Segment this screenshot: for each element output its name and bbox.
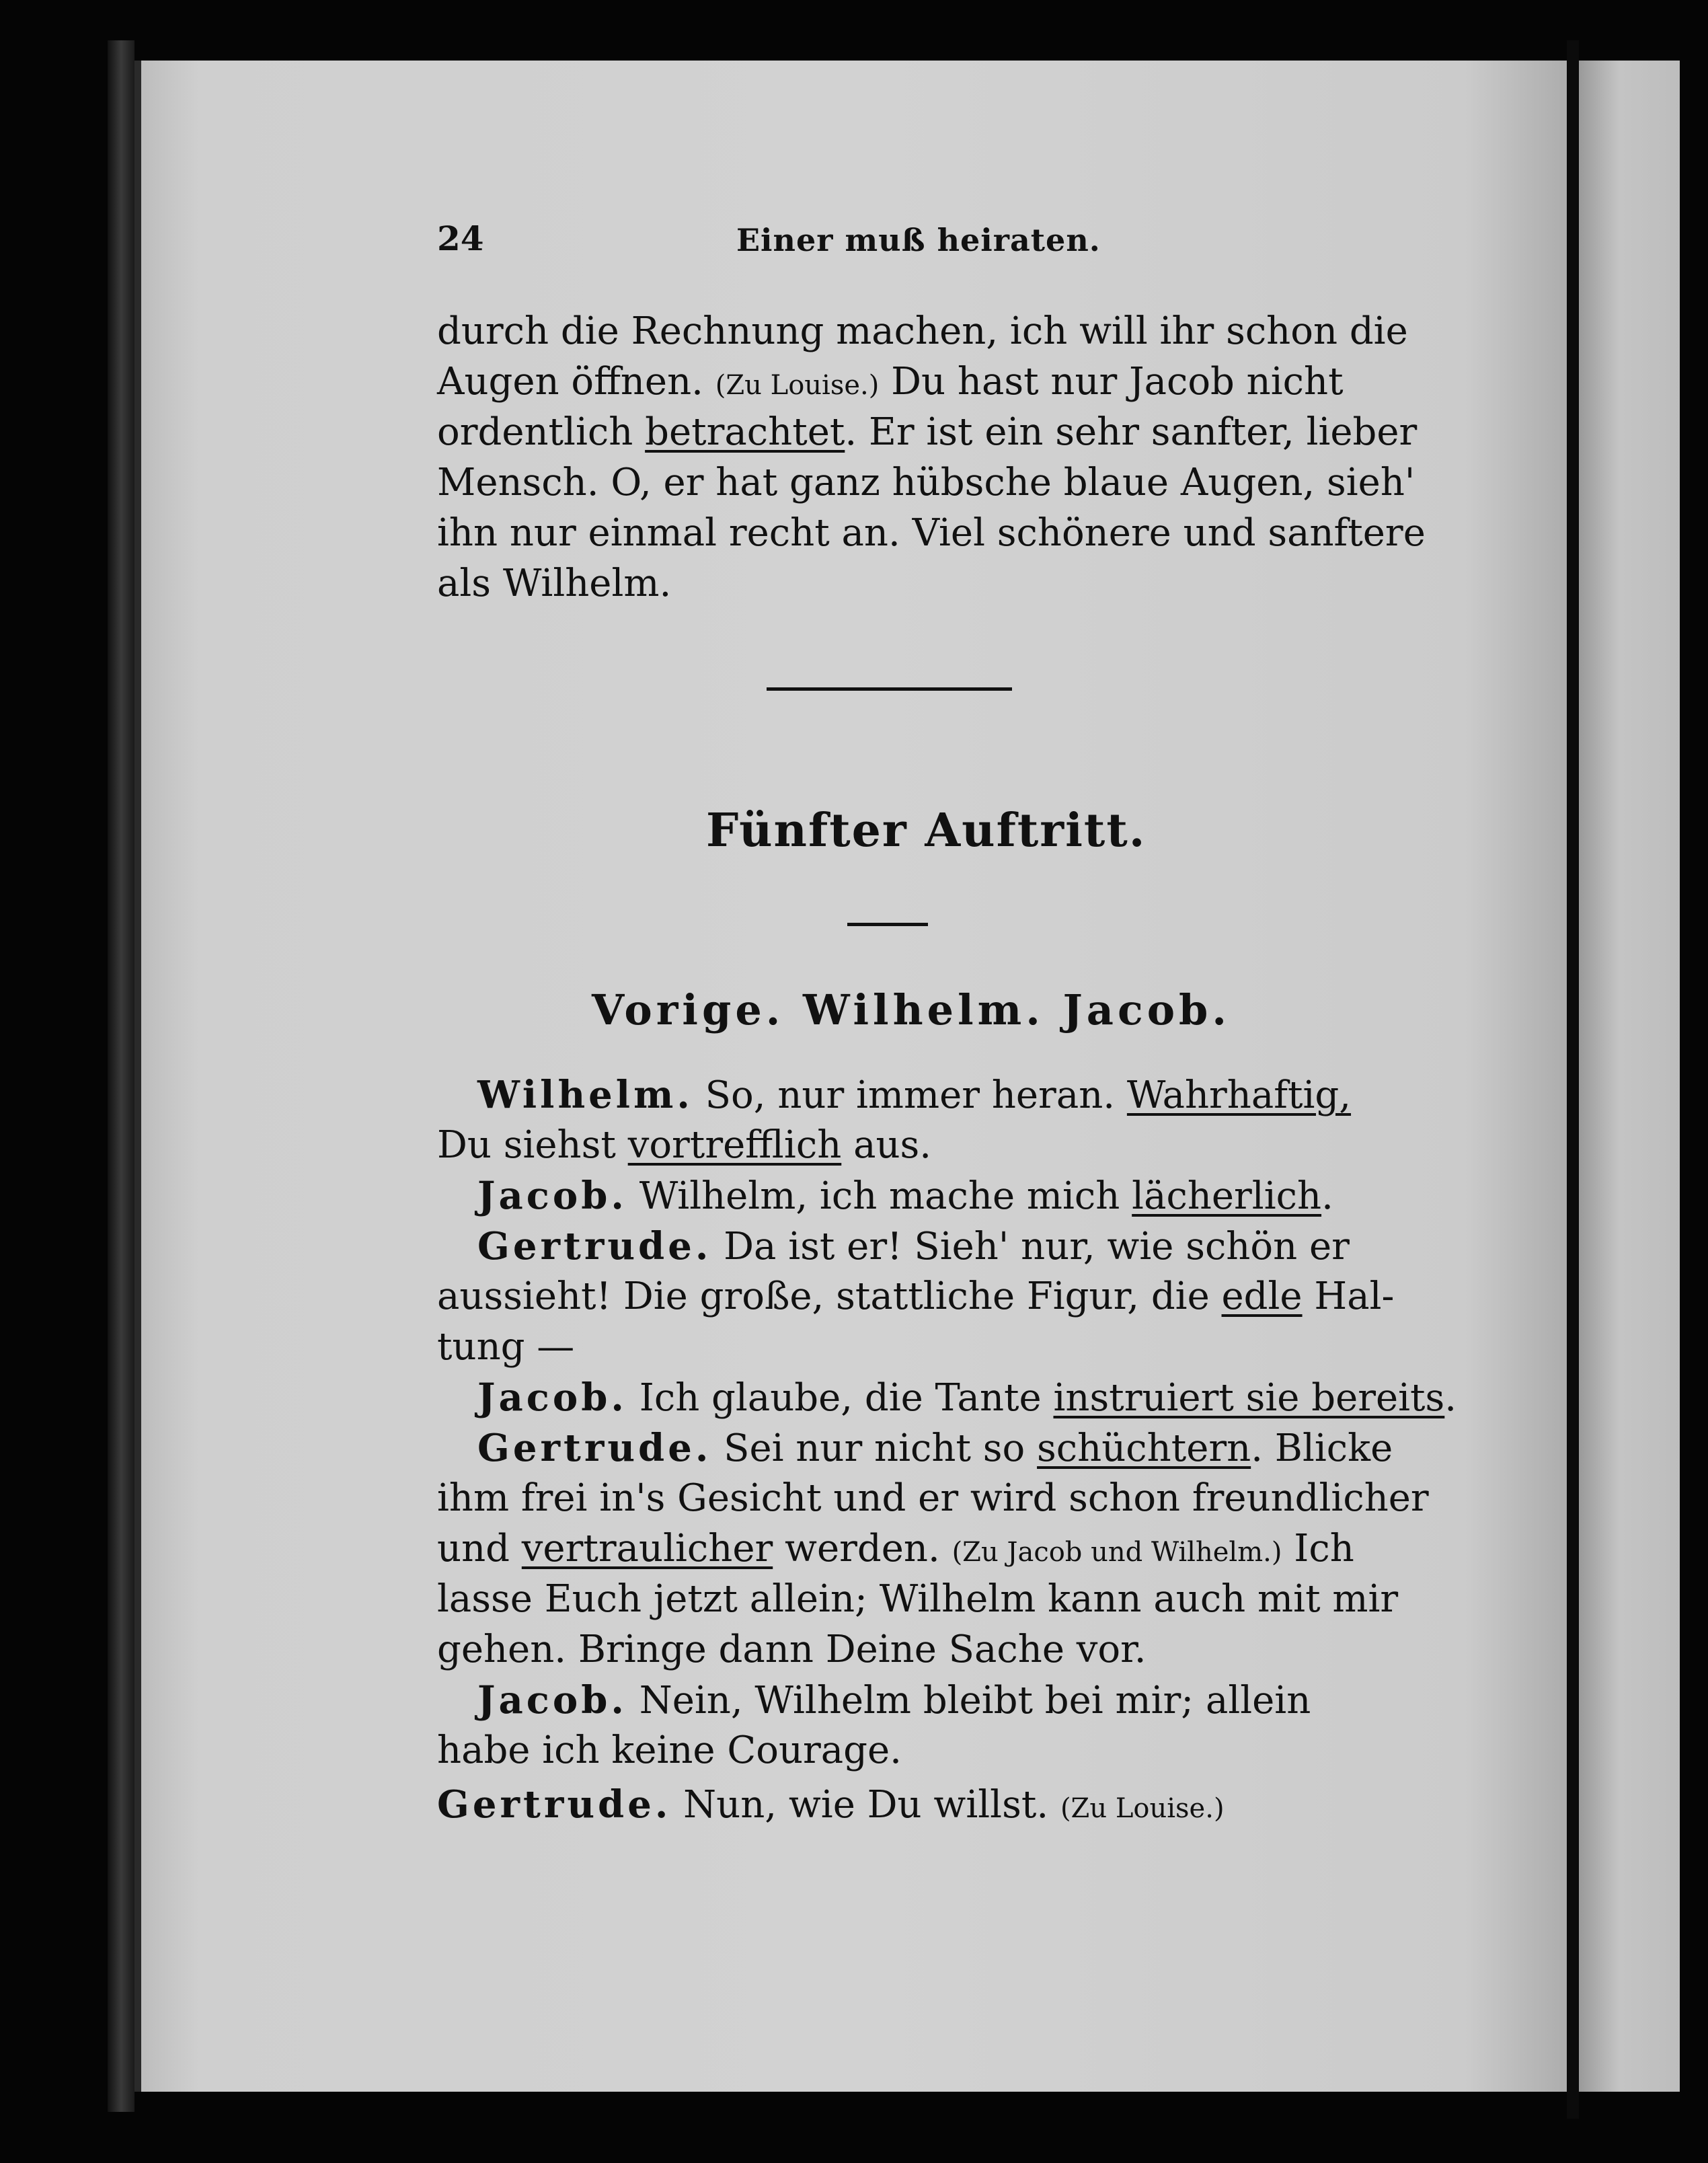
text-line: ihn nur einmal recht an. Viel schönere und sanftere (437, 511, 1426, 555)
dialogue-line: Gertrude. Nun, wie Du willst. (Zu Louise.) (437, 1782, 1225, 1827)
underlined-word: Wahrhaftig, (1126, 1073, 1352, 1117)
speaker-name: Jacob. (477, 1678, 627, 1722)
scene-title: Fünfter Auftritt. (706, 804, 1147, 858)
dialogue-line: Gertrude. Da ist er! Sieh' nur, wie schön er (477, 1224, 1350, 1268)
dialogue-line: habe ich keine Courage. (437, 1729, 902, 1772)
underlined-phrase: instruiert sie bereits (1053, 1376, 1445, 1420)
text-line: ordentlich betrachtet. Er ist ein sehr sanfter, lieber (437, 410, 1418, 454)
dialogue-line: Du siehst vortrefflich aus. (437, 1123, 932, 1167)
dialogue-line: aussieht! Die große, stattliche Figur, die edle Hal- (437, 1275, 1395, 1318)
speaker-name: Gertrude. (437, 1782, 672, 1827)
section-divider (767, 687, 1012, 691)
dialogue-line: Gertrude. Sei nur nicht so schüchtern. Blicke (477, 1426, 1393, 1470)
speaker-name: Gertrude. (477, 1224, 712, 1268)
dialogue-line: ihm frei in's Gesicht und er wird schon freundlicher (437, 1476, 1429, 1520)
speaker-name: Jacob. (477, 1174, 627, 1218)
dialogue-line: Wilhelm. So, nur immer heran. Wahrhaftig, (477, 1073, 1352, 1117)
stage-direction: (Zu Louise.) (1060, 1793, 1225, 1824)
text-line: durch die Rechnung machen, ich will ihr schon die (437, 309, 1408, 353)
facing-page-edge (1579, 61, 1680, 2092)
dialogue-line: gehen. Bringe dann Deine Sache vor. (437, 1628, 1147, 1671)
underlined-word: edle (1221, 1275, 1303, 1318)
stage-direction: (Zu Louise.) (715, 370, 880, 401)
speaker-name: Jacob. (477, 1375, 627, 1420)
dialogue-line: Jacob. Ich glaube, die Tante instruiert sie bereits. (477, 1375, 1457, 1420)
underlined-word: vortrefflich (627, 1123, 842, 1167)
speaker-name: Gertrude. (477, 1426, 712, 1470)
speaker-name: Wilhelm. (477, 1073, 693, 1117)
page-number: 24 (437, 219, 484, 258)
book-gutter (1567, 40, 1579, 2119)
underlined-word: betrachtet (645, 410, 845, 454)
dialogue-line: tung — (437, 1325, 575, 1369)
text-line: als Wilhelm. (437, 562, 672, 605)
text-line: Mensch. O, er hat ganz hübsche blaue Augen, sieh' (437, 461, 1415, 504)
title-divider (847, 923, 928, 926)
book-edge (108, 40, 134, 2112)
dialogue-line: Jacob. Nein, Wilhelm bleibt bei mir; allein (477, 1678, 1311, 1722)
underlined-word: schüchtern (1037, 1427, 1251, 1470)
underlined-word: lächerlich (1132, 1174, 1322, 1218)
running-title: Einer muß heiraten. (736, 222, 1101, 258)
text-line: Augen öffnen. (Zu Louise.) Du hast nur Jacob nicht (437, 360, 1344, 404)
cast-list: Vorige. Wilhelm. Jacob. (592, 985, 1231, 1034)
dialogue-line: und vertraulicher werden. (Zu Jacob und Wilhelm.) Ich (437, 1527, 1354, 1570)
stage-direction: (Zu Jacob und Wilhelm.) (952, 1537, 1282, 1568)
dialogue-line: lasse Euch jetzt allein; Wilhelm kann auch mit mir (437, 1577, 1399, 1621)
dialogue-line: Jacob. Wilhelm, ich mache mich lächerlich. (477, 1174, 1333, 1218)
underlined-word: vertraulicher (521, 1527, 773, 1570)
